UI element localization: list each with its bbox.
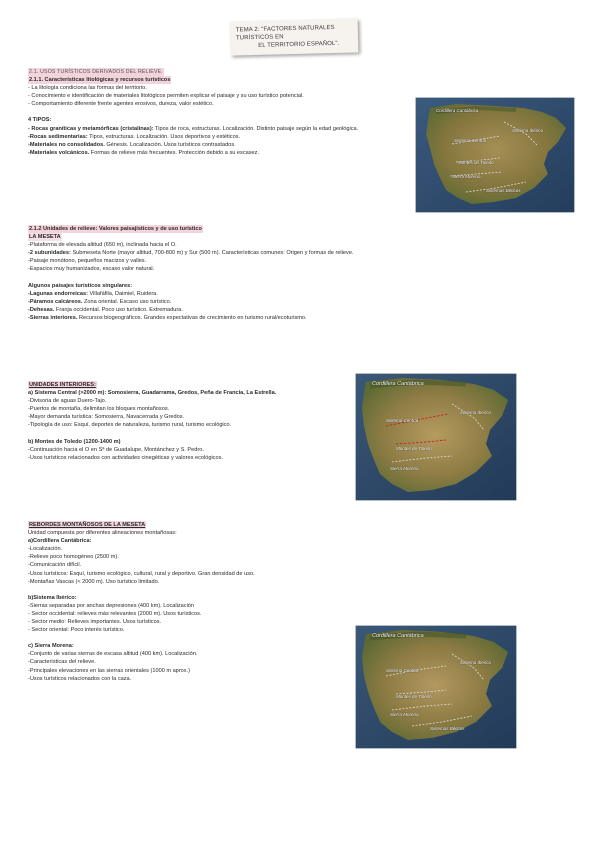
text-line: -Relieve poco homogéneo (2500 m). [28,554,119,561]
text-line: -Paisaje monótono, pequeños macizos y valles. [28,258,147,265]
type-label: -Rocas sedimentarias: [28,133,88,140]
text-line: Unidad compuesta por diferentes alineaciones montañosas: [28,530,177,537]
map-label: Sistema Ibérico [512,128,544,133]
subsection-heading: 2.1.1. Características litológicas y recursos turísticos [29,77,171,84]
title-line-2: EL TERRITORIO ESPAÑOL". [258,40,340,49]
map-label: Sistema Central [386,668,419,673]
map-label: Cordillera Cantábrica [372,633,424,639]
text-line: - Sector occidental: relieves más relevantes (2000 m). Usos turísticos. [28,610,202,617]
text-line: -Continuación hacia el O en Sª de Guadalupe, Montánchez y S. Pedro. [28,446,204,453]
type-item [28,149,358,157]
text-line: -Sierras separadas por anchas depresiones (400 km). Localización [28,602,195,609]
plateau-borders [28,521,255,683]
borders-heading: REBORDES MONTAÑOSOS DE LA MESETA [29,522,146,528]
subsection-heading: 2.1.2 Unidades de relieve: Valores paisajísticos y de uso turístico [29,226,202,232]
map-label: Sistema Central [386,418,419,423]
relief-map-iberia-3 [356,626,516,748]
section-2-1 [28,68,358,157]
map-label: Sierra Morena [452,174,481,179]
landscape-item: -Dehesas. Franja occidental. Poco uso turístico. Extremadura. [28,306,183,313]
cantabrica-heading: a)Cordillera Cantábrica: [28,538,92,545]
map-label: Cordillera Cantábrica [372,381,424,387]
map-label: Sistemas Béticos [430,726,465,731]
map-label: Montes de Toledo [396,694,432,699]
type-item [28,133,358,141]
meseta-heading: LA MESETA [29,234,61,241]
section-2-1-2 [28,225,353,322]
landscapes-heading: Algunos paisajes turísticos singulares: [28,282,133,289]
map-label: Cordillera Cantábrica [436,108,479,113]
text-line: - Sector medio: Relieves importantes. Usos turísticos. [28,619,162,626]
text-line: - La litología condiciona las formas del territorio. [28,85,147,92]
topic-title-note [230,18,359,55]
type-item [28,141,358,149]
iberico-heading: b)Sistema Ibérico: [28,594,77,601]
type-label: - Rocas graníticas y metamórficas (cristalinas): [28,125,154,132]
title-line-1: TEMA 2: "FACTORES NATURALES TURÍSTICOS EN [235,24,335,42]
map-label: Sistema Central [454,138,487,143]
text-line: -2 subunidades: Submeseta Norte (mayor altitud, 700-800 m) y Sur (500 m). Características comunes: Origen y formas de relieve. [28,250,354,257]
map-image [416,98,574,212]
text-line: -Mayor demanda turística: Somosierra, Navacerrada y Gredos. [28,414,185,421]
text-line: -Puertos de montaña, delimitan los bloques montañosos. [28,406,170,413]
text-line: -Conjunto de varias sierras de escasa altitud (400 km). Localización. [28,651,198,658]
text-line: -Comunicación difícil. [28,562,82,569]
type-label: -Materiales no consolidados. [28,141,105,148]
text-line: -Usos turísticos: Esquí, turismo ecológico, cultural, rural y deportivo. Gran densidad de uso. [28,570,255,577]
landscape-item: -Páramos calcáreos. Zona oriental. Escaso uso turístico. [28,298,172,305]
types-heading: 4 TIPOS: [28,117,52,124]
text-line: - Conocimiento e identificación de materiales litológicos permiten explicar el paisaje y su uso turístico potencial. [28,93,304,100]
landscape-item: -Lagunas endorreicas: Villafáfila, Daimiel, Ruidera. [28,290,158,297]
text-line: -Plataforma de elevada altitud (650 m), inclinada hacia el O. [28,242,177,249]
map-image [356,374,516,500]
relief-map-iberia-1 [416,98,574,212]
text-line: -Tipología de uso: Esquí, deportes de naturaleza, turismo rural, turismo ecológico. [28,422,232,429]
map-label: Sierra Morena [390,712,419,717]
text-line: -Características del relieve. [28,659,96,666]
map-label: Sistemas Béticos [486,188,521,193]
text-line: -Montañas Vascas (< 2000 m). Uso turístico limitado. [28,578,160,585]
type-text: Génesis. Localización. Usos turísticos contrastados. [104,141,236,148]
toledo-heading: b) Montes de Toledo (1200-1400 m) [28,438,121,445]
text-line: -Divisoria de aguas Duero-Tajo. [28,398,107,405]
type-text: Tipos de roca, estructuras. Localización. Distinto paisaje según la edad geológica. [153,125,359,132]
text-line: - Comportamiento diferente frente agentes erosivos, dureza, valor estético. [28,101,214,108]
text-line: -Espacios muy humanizados, escaso valor natural. [28,266,155,273]
relief-map-iberia-2 [356,374,516,500]
type-text: Tipos, estructuras. Localización. Usos deportivos y estéticos. [87,133,241,140]
units-heading: UNIDADES INTERIORES: [29,382,96,388]
type-item [28,125,358,133]
text-line: -Usos turísticos relacionados con actividades cinegéticas y valores ecológicos. [28,454,223,461]
text-line: -Usos turísticos relacionados con la caza. [28,675,132,682]
interior-units [28,381,276,462]
text-line: - Sector oriental: Poco interés turístico. [28,627,125,634]
text-line: -Principales elevaciones en las sierras orientales (1000 m aprox.) [28,667,190,674]
central-system-heading: a) Sistema Central (>2000 m): Somosierra, Guadarrama, Gredos, Peña de Francia, La Estrella. [28,390,277,397]
map-label: Montes de Toledo [396,446,432,451]
text-line: -Localización. [28,546,63,553]
landscape-item: -Sierras interiores. Recursos biogeográficos. Grandes expectativas de crecimiento en turismo rural/ecoturismo. [28,314,307,321]
type-label: -Materiales volcánicos. [28,149,90,156]
map-label: Montes de Toledo [458,160,494,165]
map-label: Sierra Morena [390,466,419,471]
morena-heading: c) Sierra Morena: [28,643,74,650]
map-label: Sistema Ibérico [460,660,492,665]
section-heading: 2.1. USOS TURÍSTICOS DERIVADOS DEL RELIEVE. [29,69,163,75]
map-label: Sistema Ibérico [460,410,492,415]
type-text: Formas de relieve más frecuentes. Protección debido a su escasez. [89,149,260,156]
